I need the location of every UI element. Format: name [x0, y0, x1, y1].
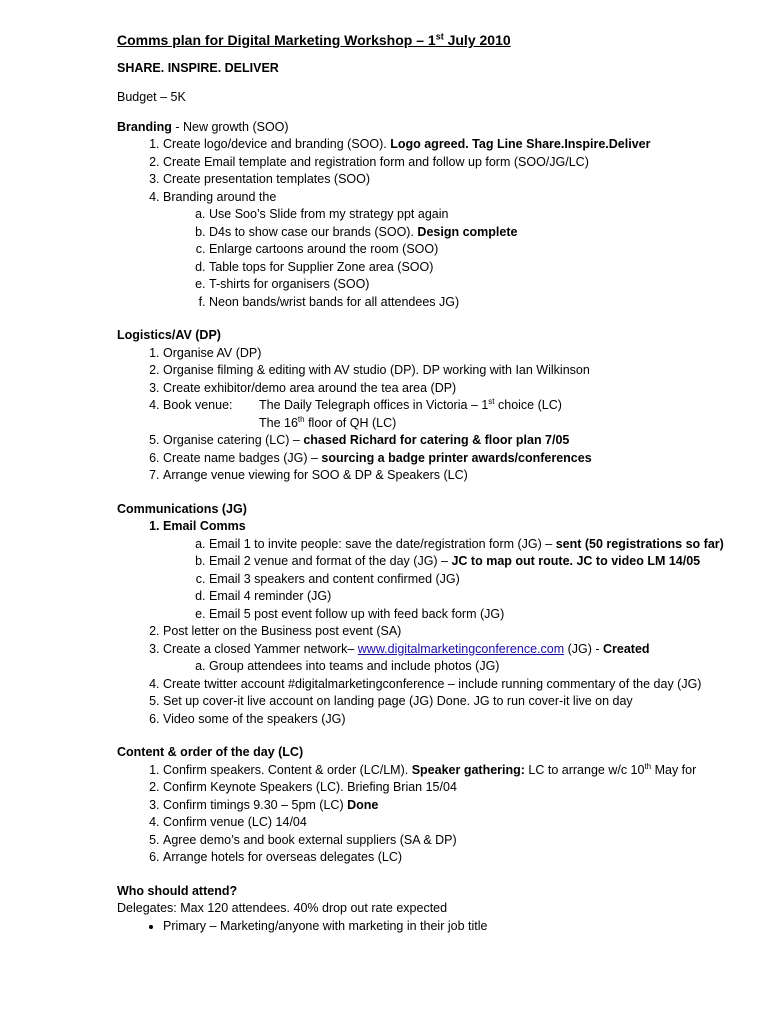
list-item: 2. Create Email template and registration form and follow up form (SOO/JG/LC): [163, 154, 757, 172]
list-item: 6. Arrange hotels for overseas delegates (LC): [163, 849, 757, 867]
title-text: Comms plan for Digital Marketing Workshop – 1: [117, 32, 436, 48]
budget-line: Budget – 5K: [117, 90, 186, 104]
branding-sublist: [163, 206, 757, 311]
branding-heading: Branding - New growth (SOO): [117, 119, 289, 134]
communications-list: [117, 518, 757, 728]
list-item: 5. Set up cover-it live account on landing page (JG) Done. JG to run cover-it live on day: [163, 693, 757, 711]
document-title: [117, 32, 757, 50]
list-item: 4. Branding around the a. Use Soo’s Slide from my strategy ppt again b. D4s to show case our brands (SOO). Design complete c. Enlarge cartoons around the room (SOO) d. Table tops for Supplier Zone area (SOO) e. T-shirts for organisers (SOO) f. Neon bands/wrist bands for all attendees JG): [163, 189, 757, 312]
list-item: c. Email 3 speakers and content confirmed (JG): [209, 571, 757, 589]
attend-section: [117, 883, 757, 936]
list-item: a. Email 1 to invite people: save the date/registration form (JG) – sent (50 registrations so far): [209, 536, 757, 554]
branding-list: [117, 136, 757, 311]
list-item: 5. Agree demo’s and book external suppliers (SA & DP): [163, 832, 757, 850]
list-item: 6. Video some of the speakers (JG): [163, 711, 757, 729]
list-item: • Primary – Marketing/anyone with marketing in their job title: [163, 918, 757, 936]
title-date: July 2010: [443, 32, 511, 48]
communications-heading: Communications (JG): [117, 501, 247, 516]
logistics-list: [117, 345, 757, 485]
list-item: 3. Create exhibitor/demo area around the tea area (DP): [163, 380, 757, 398]
document-page: [117, 32, 757, 935]
branding-section: [117, 119, 757, 312]
list-item: 2. Confirm Keynote Speakers (LC). Briefing Brian 15/04: [163, 779, 757, 797]
list-item: c. Enlarge cartoons around the room (SOO): [209, 241, 757, 259]
list-item: e. T-shirts for organisers (SOO): [209, 276, 757, 294]
list-item: a. Group attendees into teams and include photos (JG): [209, 658, 757, 676]
tagline: SHARE. INSPIRE. DELIVER: [117, 60, 279, 75]
content-list: [117, 762, 757, 867]
list-item: d. Email 4 reminder (JG): [209, 588, 757, 606]
logistics-section: [117, 327, 757, 485]
list-item: 4. Create twitter account #digitalmarketingconference – include running commentary of the day (JG): [163, 676, 757, 694]
list-item: b. Email 2 venue and format of the day (JG) – JC to map out route. JC to video LM 14/05: [209, 553, 757, 571]
yammer-link[interactable]: www.digitalmarketingconference.com: [357, 641, 565, 656]
list-item: 3. Create presentation templates (SOO): [163, 171, 757, 189]
list-item: 1. Confirm speakers. Content & order (LC/LM). Speaker gathering: LC to arrange w/c 10th May for: [163, 762, 757, 780]
title-superscript: st: [435, 31, 444, 42]
list-item: 4. Book venue: The Daily Telegraph offices in Victoria – 1st choice (LC) The 16th floor of QH (LC): [163, 397, 757, 432]
delegates-line: Delegates: Max 120 attendees. 40% drop out rate expected: [117, 901, 448, 915]
list-item: b. D4s to show case our brands (SOO). Design complete: [209, 224, 757, 242]
list-item: 1. Create logo/device and branding (SOO). Logo agreed. Tag Line Share.Inspire.Deliver: [163, 136, 757, 154]
list-item: 7. Arrange venue viewing for SOO & DP & Speakers (LC): [163, 467, 757, 485]
email-sublist: [163, 536, 757, 624]
communications-section: [117, 501, 757, 729]
list-item: 2. Organise filming & editing with AV studio (DP). DP working with Ian Wilkinson: [163, 362, 757, 380]
list-item: 1. Organise AV (DP): [163, 345, 757, 363]
list-item: 1. Email Comms a. Email 1 to invite people: save the date/registration form (JG) – sent (50 registrations so far) b. Email 2 venue and format of the day (JG) – JC to map out route. JC to video LM 14/05 c. Email 3 speakers and content confirmed (JG) d. Email 4 reminder (JG) e. Email 5 post event follow up with feed back form (JG): [163, 518, 757, 623]
attend-bullets: [117, 918, 757, 936]
yammer-sublist: [163, 658, 757, 676]
list-item: 2. Post letter on the Business post event (SA): [163, 623, 757, 641]
list-item: e. Email 5 post event follow up with feed back form (JG): [209, 606, 757, 624]
list-item: 4. Confirm venue (LC) 14/04: [163, 814, 757, 832]
content-section: [117, 744, 757, 867]
list-item: f. Neon bands/wrist bands for all attendees JG): [209, 294, 757, 312]
attend-heading: Who should attend?: [117, 883, 238, 898]
logistics-heading: Logistics/AV (DP): [117, 328, 221, 342]
list-item: 3. Create a closed Yammer network– www.digitalmarketingconference.com (JG) - Created a. Group attendees into teams and include photos (JG): [163, 641, 757, 676]
list-item: 6. Create name badges (JG) – sourcing a badge printer awards/conferences: [163, 450, 757, 468]
list-item: a. Use Soo’s Slide from my strategy ppt again: [209, 206, 757, 224]
list-item: 3. Confirm timings 9.30 – 5pm (LC) Done: [163, 797, 757, 815]
list-item: d. Table tops for Supplier Zone area (SOO): [209, 259, 757, 277]
list-item: 5. Organise catering (LC) – chased Richard for catering & floor plan 7/05: [163, 432, 757, 450]
content-heading: Content & order of the day (LC): [117, 745, 304, 759]
